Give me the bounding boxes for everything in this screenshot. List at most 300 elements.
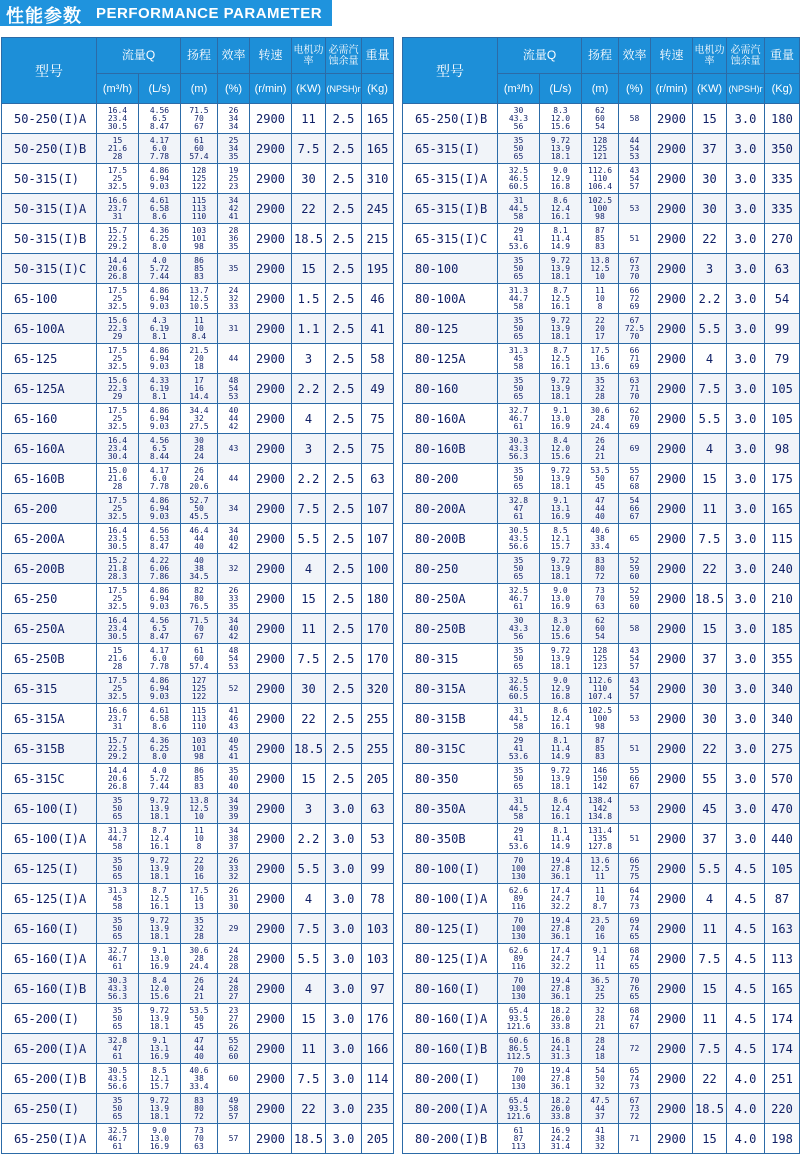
table-row (2, 1064, 394, 1094)
flow-m3h-cell-value: 56.3 (508, 452, 529, 461)
speed-cell: 2900 (250, 1034, 292, 1064)
flow-m3h-cell-value: 35 (112, 1096, 123, 1105)
flow-m3h-cell-value: 31 (112, 722, 123, 731)
flow-ls-cell-value: 8.44 (149, 452, 170, 461)
efficiency-cell-value: 43 (629, 646, 640, 655)
flow-m3h-cell-value: 65 (513, 152, 524, 161)
flow-ls-cell-value: 9.03 (149, 422, 170, 431)
flow-ls-cell-value: 18.1 (149, 812, 170, 821)
flow-ls-cell-value: 18.1 (550, 572, 571, 581)
col-eff: 效率 (218, 38, 250, 74)
weight-cell: 335 (765, 194, 800, 224)
flow-m3h-cell-value: 58 (513, 812, 524, 821)
flow-ls-cell-value: 16.8 (550, 182, 571, 191)
speed-cell: 2900 (651, 254, 693, 284)
head-cell-value: 54 (595, 1066, 605, 1075)
flow-m3h-cell (498, 284, 540, 314)
npsh-cell: 4.0 (727, 1124, 765, 1154)
table-row (2, 404, 394, 434)
flow-m3h-cell (97, 464, 139, 494)
table-row (403, 284, 800, 314)
table-row (403, 374, 800, 404)
flow-m3h-cell-value: 50 (513, 384, 524, 393)
table-row (2, 1004, 394, 1034)
flow-m3h-cell-value: 41 (513, 834, 524, 843)
flow-ls-cell-value: 4.33 (149, 376, 170, 385)
col-weight: 重量 (765, 38, 800, 74)
head-cell-value: 17 (194, 376, 204, 385)
flow-m3h-cell-value: 45 (513, 354, 524, 363)
flow-m3h-cell (97, 434, 139, 464)
flow-m3h-cell-value: 58 (112, 902, 123, 911)
flow-m3h-cell-value: 130 (511, 872, 526, 881)
speed-cell: 2900 (651, 404, 693, 434)
flow-m3h-cell-value: 21.6 (107, 144, 128, 153)
power-cell: 15 (693, 1124, 727, 1154)
head-cell (181, 854, 218, 884)
weight-cell: 98 (765, 434, 800, 464)
flow-ls-cell (139, 164, 181, 194)
efficiency-cell (619, 914, 651, 944)
head-cell-value: 40 (595, 512, 605, 521)
efficiency-cell-value: 27 (228, 992, 239, 1001)
weight-cell: 103 (362, 944, 394, 974)
weight-cell: 205 (362, 1124, 394, 1154)
flow-ls-cell-value: 4.86 (149, 286, 170, 295)
efficiency-cell-value: 53 (629, 714, 640, 723)
table-row (2, 674, 394, 704)
flow-m3h-cell-value: 50 (112, 804, 123, 813)
head-cell-value: 10 (595, 272, 605, 281)
flow-m3h-cell-value: 130 (511, 1082, 526, 1091)
flow-m3h-cell-value: 50 (513, 564, 524, 573)
model-cell: 65-200(I)A (2, 1034, 97, 1064)
model-cell: 65-200A (2, 524, 97, 554)
flow-ls-cell-value: 16.9 (550, 512, 571, 521)
flow-m3h-cell-value: 35 (513, 466, 524, 475)
flow-m3h-cell-value: 17.5 (107, 676, 128, 685)
flow-m3h-cell-value: 70 (513, 916, 524, 925)
head-cell-value: 12.5 (590, 864, 610, 873)
speed-cell: 2900 (651, 1034, 693, 1064)
flow-m3h-cell-value: 100 (511, 1074, 526, 1083)
flow-ls-cell-value: 9.03 (149, 362, 170, 371)
flow-m3h-cell (97, 1004, 139, 1034)
efficiency-cell (218, 644, 250, 674)
head-cell (181, 644, 218, 674)
flow-ls-cell-value: 17.4 (550, 946, 571, 955)
col-head: 扬程 (582, 38, 619, 74)
weight-cell: 205 (362, 764, 394, 794)
head-cell (181, 224, 218, 254)
weight-cell: 198 (765, 1124, 800, 1154)
head-cell (582, 944, 619, 974)
flow-ls-cell-value: 9.72 (149, 916, 170, 925)
table-row (403, 824, 800, 854)
flow-ls-cell (540, 494, 582, 524)
speed-cell: 2900 (250, 914, 292, 944)
head-cell-value: 24 (194, 452, 204, 461)
col-power: 电机功率 (292, 38, 326, 74)
flow-m3h-cell-value: 56.6 (508, 542, 529, 551)
head-cell-value: 86 (194, 256, 204, 265)
head-cell-value: 22 (194, 856, 204, 865)
efficiency-cell (619, 224, 651, 254)
npsh-cell: 3.0 (326, 824, 362, 854)
weight-cell: 63 (362, 464, 394, 494)
flow-m3h-cell-value: 16.4 (107, 436, 128, 445)
flow-ls-cell-value: 8.3 (553, 106, 568, 115)
efficiency-cell-value: 69 (629, 444, 640, 453)
head-cell-value: 11 (194, 826, 204, 835)
flow-m3h-cell-value: 31.3 (508, 286, 529, 295)
flow-ls-cell (139, 404, 181, 434)
model-cell: 65-250(I) (2, 1094, 97, 1124)
model-cell: 80-315B (403, 704, 498, 734)
head-cell-value: 38 (194, 564, 204, 573)
flow-ls-cell-value: 8.1 (553, 736, 568, 745)
model-cell: 80-350B (403, 824, 498, 854)
power-cell: 22 (693, 734, 727, 764)
efficiency-cell-value: 29 (228, 924, 239, 933)
head-cell-value: 85 (194, 264, 204, 273)
efficiency-cell-value: 42 (228, 204, 239, 213)
flow-m3h-cell-value: 61 (513, 602, 524, 611)
npsh-cell: 4.5 (727, 1034, 765, 1064)
weight-cell: 97 (362, 974, 394, 1004)
flow-m3h-cell-value: 21.6 (107, 654, 128, 663)
head-cell-value: 34.4 (189, 406, 209, 415)
head-cell-value: 83 (194, 782, 204, 791)
power-cell: 4 (292, 884, 326, 914)
efficiency-cell (218, 524, 250, 554)
table-row (2, 164, 394, 194)
table-row (403, 524, 800, 554)
npsh-cell: 3.0 (326, 1004, 362, 1034)
npsh-cell: 3.0 (727, 584, 765, 614)
efficiency-cell-value: 54 (629, 144, 640, 153)
head-cell-value: 30 (194, 436, 204, 445)
power-cell: 2.2 (693, 284, 727, 314)
flow-ls-cell-value: 16.1 (550, 302, 571, 311)
flow-ls-cell (540, 674, 582, 704)
model-cell: 80-350A (403, 794, 498, 824)
flow-ls-cell (540, 734, 582, 764)
speed-cell: 2900 (250, 794, 292, 824)
power-cell: 3 (292, 434, 326, 464)
flow-ls-cell (139, 104, 181, 134)
table-row (2, 944, 394, 974)
flow-m3h-cell (498, 1124, 540, 1154)
efficiency-cell-value: 35 (228, 152, 239, 161)
weight-cell: 215 (362, 224, 394, 254)
efficiency-cell-value: 72.5 (624, 324, 645, 333)
speed-cell: 2900 (250, 134, 292, 164)
efficiency-cell (218, 314, 250, 344)
efficiency-cell-value: 60 (228, 1052, 239, 1061)
head-cell (181, 1064, 218, 1094)
flow-m3h-cell (97, 584, 139, 614)
head-cell (181, 734, 218, 764)
flow-m3h-cell (97, 524, 139, 554)
head-cell-value: 61 (194, 136, 204, 145)
flow-ls-cell-value: 36.1 (550, 932, 571, 941)
head-cell-value: 30.6 (590, 406, 610, 415)
head-cell-value: 37 (595, 1112, 605, 1121)
flow-ls-cell-value: 31.3 (550, 1052, 571, 1061)
efficiency-cell (218, 674, 250, 704)
efficiency-cell-value: 54 (228, 384, 239, 393)
model-cell: 50-315(I)B (2, 224, 97, 254)
flow-m3h-cell-value: 16.6 (107, 196, 128, 205)
head-cell (582, 1034, 619, 1064)
flow-ls-cell (540, 704, 582, 734)
head-cell-value: 60 (595, 114, 605, 123)
flow-ls-cell-value: 12.9 (550, 174, 571, 183)
power-cell: 30 (693, 194, 727, 224)
flow-ls-cell-value: 6.19 (149, 384, 170, 393)
flow-m3h-cell-value: 17.5 (107, 496, 128, 505)
table-body (403, 104, 800, 1154)
efficiency-cell-value: 76 (629, 984, 640, 993)
head-cell-value: 34.5 (189, 572, 209, 581)
flow-m3h-cell-value: 58 (513, 722, 524, 731)
head-cell-value: 67 (194, 122, 204, 131)
model-cell: 80-200 (403, 464, 498, 494)
flow-ls-cell-value: 19.4 (550, 916, 571, 925)
flow-m3h-cell (498, 104, 540, 134)
model-cell: 65-160(I)A (2, 944, 97, 974)
flow-ls-cell-value: 9.72 (550, 646, 571, 655)
model-cell: 65-160(I) (2, 914, 97, 944)
flow-m3h-cell-value: 35 (112, 856, 123, 865)
weight-cell: 58 (362, 344, 394, 374)
flow-m3h-cell-value: 61 (112, 1052, 123, 1061)
flow-m3h-cell-value: 43.3 (508, 444, 529, 453)
flow-m3h-cell-value: 65.4 (508, 1096, 529, 1105)
efficiency-cell-value: 72 (629, 294, 640, 303)
head-cell-value: 32 (595, 1006, 605, 1015)
section-title-en: PERFORMANCE PARAMETER (96, 5, 323, 22)
head-cell-value: 138.4 (587, 796, 613, 805)
speed-cell: 2900 (250, 224, 292, 254)
flow-m3h-cell (97, 674, 139, 704)
npsh-cell: 2.5 (326, 524, 362, 554)
efficiency-cell-value: 67 (629, 782, 640, 791)
weight-cell: 75 (362, 404, 394, 434)
unit-head: (m) (582, 74, 619, 104)
flow-m3h-cell (97, 884, 139, 914)
efficiency-cell-value: 73 (629, 264, 640, 273)
flow-m3h-cell-value: 116 (511, 902, 526, 911)
head-cell-value: 26 (194, 466, 204, 475)
flow-ls-cell (540, 1034, 582, 1064)
flow-m3h-cell-value: 32.5 (107, 182, 128, 191)
npsh-cell: 3.0 (727, 524, 765, 554)
head-cell-value: 71.5 (189, 106, 209, 115)
flow-ls-cell-value: 6.0 (152, 654, 167, 663)
flow-m3h-cell (498, 974, 540, 1004)
efficiency-cell-value: 27 (228, 1014, 239, 1023)
efficiency-cell (218, 824, 250, 854)
head-cell-value: 98 (595, 722, 605, 731)
speed-cell: 2900 (651, 734, 693, 764)
power-cell: 5.5 (292, 944, 326, 974)
flow-m3h-cell-value: 65 (513, 662, 524, 671)
flow-ls-cell-value: 8.0 (152, 752, 167, 761)
head-cell-value: 87 (595, 736, 605, 745)
efficiency-cell-value: 65 (629, 992, 640, 1001)
efficiency-cell (619, 974, 651, 1004)
speed-cell: 2900 (250, 344, 292, 374)
flow-ls-cell-value: 8.5 (152, 1066, 167, 1075)
flow-m3h-cell-value: 25 (112, 504, 123, 513)
efficiency-cell-value: 71 (629, 1134, 640, 1143)
head-cell-value: 10.5 (189, 302, 209, 311)
table-row (403, 644, 800, 674)
efficiency-cell-value: 65 (629, 1066, 640, 1075)
efficiency-cell-value: 73 (629, 1104, 640, 1113)
weight-cell: 210 (765, 584, 800, 614)
flow-m3h-cell-value: 32.7 (508, 406, 529, 415)
flow-m3h-cell (498, 884, 540, 914)
flow-ls-cell (540, 314, 582, 344)
efficiency-cell-value: 33 (228, 864, 239, 873)
head-cell-value: 73 (595, 586, 605, 595)
npsh-cell: 3.0 (727, 284, 765, 314)
speed-cell: 2900 (651, 944, 693, 974)
table-row (2, 854, 394, 884)
flow-ls-cell-value: 32.2 (550, 902, 571, 911)
flow-m3h-cell-value: 32.5 (107, 362, 128, 371)
flow-m3h-cell-value: 70 (513, 976, 524, 985)
head-cell-value: 32 (595, 1082, 605, 1091)
head-cell-value: 113 (191, 714, 207, 723)
power-cell: 4 (693, 344, 727, 374)
efficiency-cell-value: 60 (629, 572, 640, 581)
npsh-cell: 2.5 (326, 284, 362, 314)
npsh-cell: 2.5 (326, 254, 362, 284)
power-cell: 15 (693, 974, 727, 1004)
flow-m3h-cell-value: 45 (112, 894, 123, 903)
npsh-cell: 3.0 (727, 464, 765, 494)
head-cell-value: 40 (194, 556, 204, 565)
flow-ls-cell-value: 4.86 (149, 496, 170, 505)
head-cell-value: 102.5 (587, 706, 613, 715)
flow-ls-cell-value: 8.6 (553, 196, 568, 205)
head-cell (582, 584, 619, 614)
head-cell-value: 102.5 (587, 196, 613, 205)
npsh-cell: 3.0 (326, 914, 362, 944)
flow-m3h-cell-value: 20.6 (107, 264, 128, 273)
head-cell-value: 63 (194, 1142, 204, 1151)
efficiency-cell-value: 53 (629, 204, 640, 213)
head-cell-value: 28 (595, 392, 605, 401)
flow-m3h-cell-value: 22.3 (107, 384, 128, 393)
flow-ls-cell-value: 8.7 (152, 826, 167, 835)
efficiency-cell (218, 764, 250, 794)
table-row (2, 224, 394, 254)
flow-m3h-cell-value: 100 (511, 924, 526, 933)
flow-ls-cell (139, 884, 181, 914)
flow-m3h-cell-value: 29 (112, 332, 123, 341)
flow-ls-cell-value: 14.9 (550, 242, 571, 251)
weight-cell: 53 (362, 824, 394, 854)
flow-m3h-cell-value: 44.7 (508, 294, 529, 303)
power-cell: 22 (693, 1064, 727, 1094)
flow-m3h-cell-value: 53.6 (508, 842, 529, 851)
flow-ls-cell-value: 8.1 (553, 226, 568, 235)
flow-ls-cell-value: 9.72 (149, 856, 170, 865)
flow-m3h-cell (498, 614, 540, 644)
flow-ls-cell (540, 194, 582, 224)
flow-m3h-cell-value: 32.5 (508, 676, 529, 685)
power-cell: 18.5 (292, 224, 326, 254)
efficiency-cell-value: 48 (228, 646, 239, 655)
table-row (2, 284, 394, 314)
head-cell-value: 103 (191, 736, 207, 745)
flow-ls-cell-value: 9.72 (550, 556, 571, 565)
efficiency-cell-value: 25 (228, 174, 239, 183)
power-cell: 4 (292, 974, 326, 1004)
head-cell (181, 674, 218, 704)
head-cell-value: 122 (191, 692, 207, 701)
efficiency-cell (218, 614, 250, 644)
head-cell-value: 38 (194, 1074, 204, 1083)
weight-cell: 180 (362, 584, 394, 614)
head-cell-value: 80 (194, 594, 204, 603)
flow-ls-cell-value: 6.5 (152, 444, 167, 453)
head-cell-value: 38 (595, 1134, 605, 1143)
head-cell-value: 70 (595, 594, 605, 603)
head-cell-value: 32 (595, 384, 605, 393)
flow-ls-cell-value: 16.1 (550, 722, 571, 731)
flow-m3h-cell-value: 50 (112, 864, 123, 873)
head-cell-value: 70 (194, 1134, 204, 1143)
flow-ls-cell-value: 18.1 (149, 1022, 170, 1031)
head-cell-value: 33.4 (590, 542, 610, 551)
flow-ls-cell (139, 1004, 181, 1034)
flow-ls-cell-value: 12.1 (149, 1074, 170, 1083)
npsh-cell: 3.0 (326, 1124, 362, 1154)
flow-ls-cell (540, 284, 582, 314)
efficiency-cell-value: 24 (228, 286, 239, 295)
flow-m3h-cell-value: 25 (112, 354, 123, 363)
flow-ls-cell-value: 11.4 (550, 834, 571, 843)
efficiency-cell-value: 62 (228, 1044, 239, 1053)
head-cell (582, 194, 619, 224)
speed-cell: 2900 (250, 1124, 292, 1154)
flow-ls-cell-value: 12.4 (149, 834, 170, 843)
efficiency-cell-value: 60 (228, 1074, 239, 1083)
model-cell: 80-160(I)A (403, 1004, 498, 1034)
weight-cell: 103 (362, 914, 394, 944)
weight-cell: 240 (765, 554, 800, 584)
efficiency-cell-value: 41 (228, 706, 239, 715)
flow-m3h-cell (498, 344, 540, 374)
speed-cell: 2900 (250, 404, 292, 434)
head-cell-value: 12.5 (189, 804, 209, 813)
flow-m3h-cell-value: 46.5 (508, 684, 529, 693)
model-cell: 80-160A (403, 404, 498, 434)
efficiency-cell-value: 54 (629, 684, 640, 693)
npsh-cell: 3.0 (727, 374, 765, 404)
flow-ls-cell-value: 16.9 (550, 1126, 571, 1135)
flow-m3h-cell-value: 23.4 (107, 444, 128, 453)
flow-m3h-cell-value: 20.6 (107, 774, 128, 783)
efficiency-cell-value: 57 (228, 1134, 239, 1143)
flow-m3h-cell (498, 674, 540, 704)
